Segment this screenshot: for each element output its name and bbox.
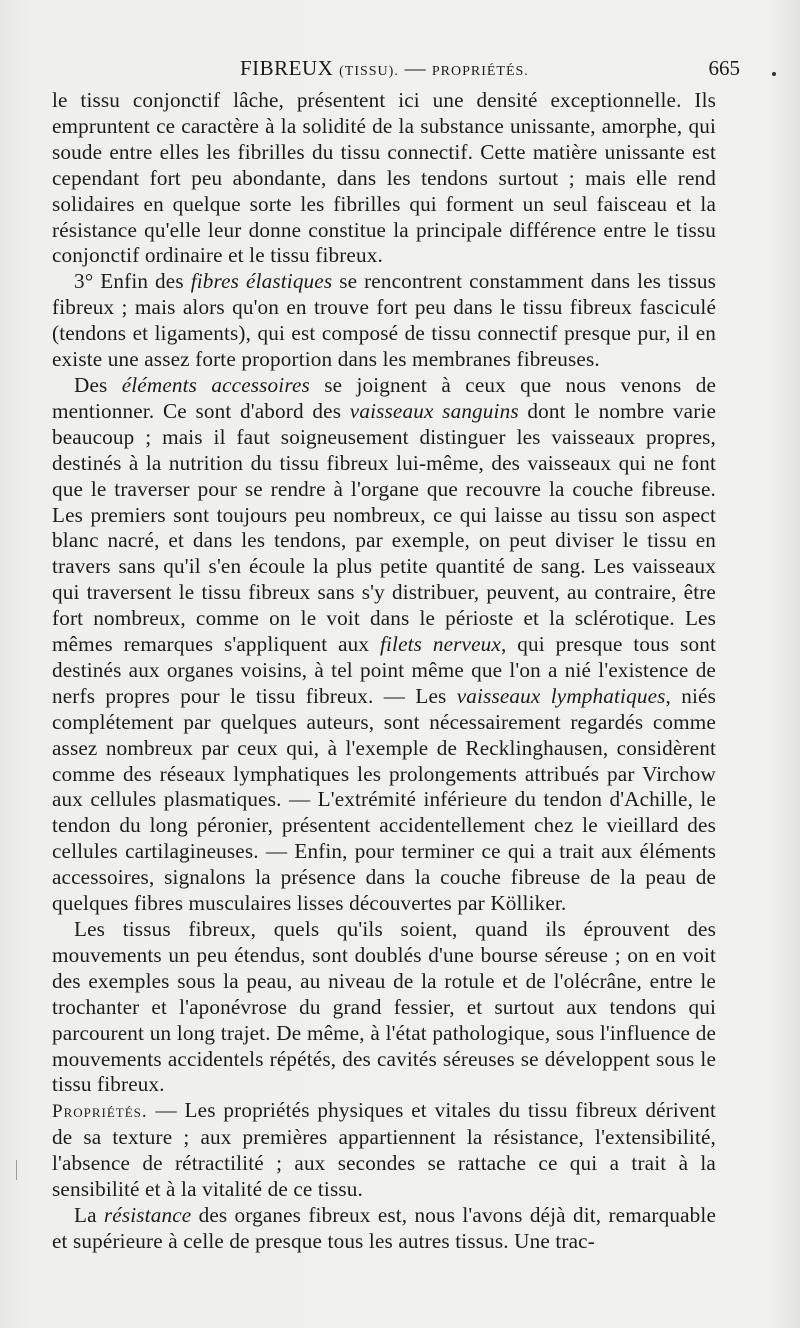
header-title-paren: (TISSU). bbox=[339, 64, 399, 79]
header-title-main: FIBREUX bbox=[240, 56, 334, 80]
text-run: se rencontrent constamment dans les tissus fibreux ; mais alors qu'on en trouve fort peu dans le tissu fibreux fasciculé (tendons et ligaments), qui est composé de tissu connectif presque pur, il en existe une assez forte proportion dans les membranes fibreuses. bbox=[52, 269, 716, 372]
text-run: , qui presque tous sont destinés aux organes voisins, à tel point même que l'on a nié l'existence de nerfs propres pour le tissu fibreux. — Les bbox=[52, 632, 716, 708]
header-title-sub: PROPRIÉTÉS. bbox=[431, 64, 529, 79]
margin-mark bbox=[16, 1160, 17, 1180]
text-run: , niés complétement par quelques auteurs, sont nécessairement regardés comme assez nombreux par ceux qui, à l'exemple de Recklinghausen, considèrent comme des réseaux lymphatiques les prolongements attribués par Virchow aux cellules plasmatiques. — L'extrémité inférieure du tendon d'Achille, le tendon du long péronier, présentent accidentellement chez le vieillard des cellules cartilagineuses. — Enfin, pour terminer ce qui a trait aux éléments accessoires, signalons la présence dans la couche fibreuse de la peau de quelques fibres musculaires lisses découvertes par Kölliker. bbox=[52, 683, 716, 916]
italic-run: fibres élastiques bbox=[190, 269, 333, 294]
text-run: des organes fibreux est, nous l'avons déjà dit, remarquable et supérieure à celle de presque tous les autres tissus. Une trac- bbox=[52, 1202, 716, 1253]
header-title bbox=[240, 56, 529, 81]
paragraph bbox=[52, 269, 716, 373]
text-run: se joignent à ceux que nous venons de mentionner. Ce sont d'abord des bbox=[52, 372, 716, 423]
italic-run: résistance bbox=[103, 1202, 192, 1227]
italic-run: vaisseaux sanguins bbox=[349, 398, 519, 423]
text-run: Les tissus fibreux, quels qu'ils soient, quand ils éprouvent des mouvements un peu étendus, sont doublés d'une bourse séreuse ; on en voit des exemples sous la peau, au niveau de la rotule et de l'olécrâne, entre le trochanter et l'aponévrose du grand fessier, et surtout aux tendons qui parcourent un long trajet. De même, à l'état pathologique, sous l'influence de mouvements accidentels répétés, des cavités séreuses se développent sous le tissu fibreux. bbox=[52, 917, 716, 1097]
body-text bbox=[52, 88, 716, 1255]
paragraph bbox=[52, 1098, 716, 1203]
italic-run: vaisseaux lymphatiques bbox=[456, 683, 666, 708]
paragraph bbox=[52, 88, 716, 269]
paragraph bbox=[52, 917, 716, 1098]
italic-run: filets nerveux bbox=[379, 632, 501, 657]
small-caps-run: Propriétés. bbox=[52, 1101, 148, 1123]
text-run: le tissu conjonctif lâche, présentent ici une densité exceptionnelle. Ils empruntent ce caractère à la solidité de la substance unissante, amorphe, qui soude entre elles les fibrilles du tissu connectif. Cette matière unissante est cependant fort peu abondante, dans les tendons surtout ; mais elle rend solidaires en quelque sorte les fibrilles qui forment un seul faisceau et la résistance qu'elle leur donne constitue la principale différence entre le tissu conjonctif ordinaire et le tissu fibreux. bbox=[52, 88, 716, 268]
running-header bbox=[50, 56, 740, 84]
ink-speck bbox=[772, 72, 776, 76]
paragraph bbox=[52, 373, 716, 917]
text-run: — Les propriétés physiques et vitales du tissu fibreux dérivent de sa texture ; aux premières appartiennent la résistance, l'extensibilité, l'absence de rétractilité ; aux secondes se rattache ce qui a trait à la sensibilité et à la vitalité de ce tissu. bbox=[52, 1098, 716, 1202]
paragraph bbox=[52, 1203, 716, 1255]
text-run: dont le nombre varie beaucoup ; mais il faut soigneusement distinguer les vaisseaux propres, destinés à la nutrition du tissu fibreux lui-même, des vaisseaux qui ne font que le traverser pour se rendre à l'organe que recouvre la couche fibreuse. Les premiers sont toujours peu nombreux, ce qui laisse au tissu son aspect blanc nacré, et dans les tendons, par exemple, on peut diviser le tissu en travers sans qu'il s'en écoule la plus petite quantité de sang. Les vaisseaux qui traversent le tissu fibreux sans s'y distribuer, peuvent, au contraire, être fort nombreux, comme on le voit dans le périoste et la sclérotique. Les mêmes remarques s'appliquent aux bbox=[52, 398, 716, 657]
text-run: 3° Enfin des bbox=[74, 269, 191, 294]
text-run: La bbox=[74, 1202, 104, 1227]
italic-run: éléments accessoires bbox=[121, 372, 310, 397]
page-number: 665 bbox=[708, 56, 740, 80]
text-run: Des bbox=[74, 372, 122, 397]
header-title-dash: — bbox=[404, 56, 427, 80]
